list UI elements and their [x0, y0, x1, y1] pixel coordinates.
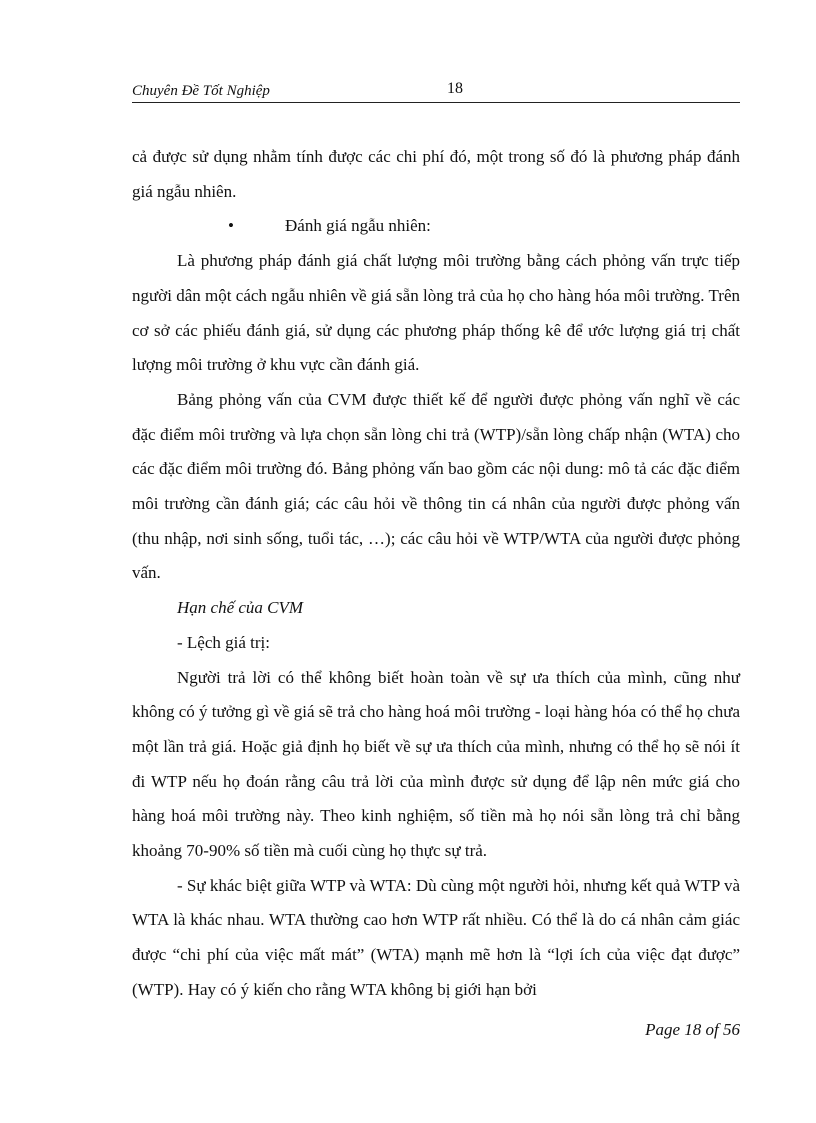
paragraph-4: Người trả lời có thể không biết hoàn toàn về sự ưa thích của mình, cũng như không có ý tưởng gì về giá sẽ trả cho hàng hoá môi trường - loại hàng hóa có thể họ chưa một lần trả giá. Hoặc giả định họ biết về sự ưa thích của mình, nhưng có thể họ sẽ nói ít đi WTP nếu họ đoán rằng câu trả lời của mình được sử dụng để lập nên mức giá cho hàng hoá môi trường này. Theo kinh nghiệm, số tiền mà họ nói sẵn lòng trả chỉ bằng khoảng 70-90% số tiền mà cuối cùng họ thực sự trả.: [132, 667, 740, 861]
list-item-1: - Lệch giá trị:: [177, 632, 270, 652]
document-title: Chuyên Đề Tốt Nghiệp: [132, 83, 270, 99]
subheading: Hạn chế của CVM: [177, 598, 304, 618]
paragraph-5: - Sự khác biệt giữa WTP và WTA: Dù cùng một người hỏi, nhưng kết quả WTP và WTA là khác nhau. WTA thường cao hơn WTP rất nhiều. Có thể là do cá nhân cảm giác được “chi phí của việc mất mát” (WTA) mạnh mẽ hơn là “lợi ích của việc đạt được” (WTP). Hay có ý kiến cho rằng WTA không bị giới hạn bởi: [132, 875, 740, 999]
bullet-text: Đánh giá ngẫu nhiên:: [285, 216, 431, 236]
paragraph-3: Bảng phỏng vấn của CVM được thiết kế để người được phỏng vấn nghĩ về các đặc điểm môi trường và lựa chọn sẵn lòng chi trả (WTP)/sẵn lòng chấp nhận (WTA) cho các đặc điểm môi trường đó. Bảng phỏng vấn bao gồm các nội dung: mô tả các đặc điểm môi trường cần đánh giá; các câu hỏi về thông tin cá nhân của người được phỏng vấn (thu nhập, nơi sinh sống, tuổi tác, …); các câu hỏi về WTP/WTA của người được phỏng vấn.: [132, 389, 740, 583]
paragraph-1: cả được sử dụng nhằm tính được các chi phí đó, một trong số đó là phương pháp đánh giá ngẫu nhiên.: [132, 147, 740, 201]
bullet-item: [132, 209, 740, 244]
bullet-icon: •: [228, 216, 234, 236]
page-footer: Page 18 of 56: [645, 1020, 740, 1039]
page-header: [132, 78, 740, 103]
page-body: [132, 140, 740, 1008]
header-page-number: 18: [447, 80, 463, 97]
paragraph-2: Là phương pháp đánh giá chất lượng môi trường bằng cách phỏng vấn trực tiếp người dân một cách ngẫu nhiên về giá sẵn lòng trả của họ cho hàng hóa môi trường. Trên cơ sở các phiếu đánh giá, sử dụng các phương pháp thống kê để ước lượng giá trị chất lượng môi trường ở khu vực cần đánh giá.: [132, 251, 740, 375]
